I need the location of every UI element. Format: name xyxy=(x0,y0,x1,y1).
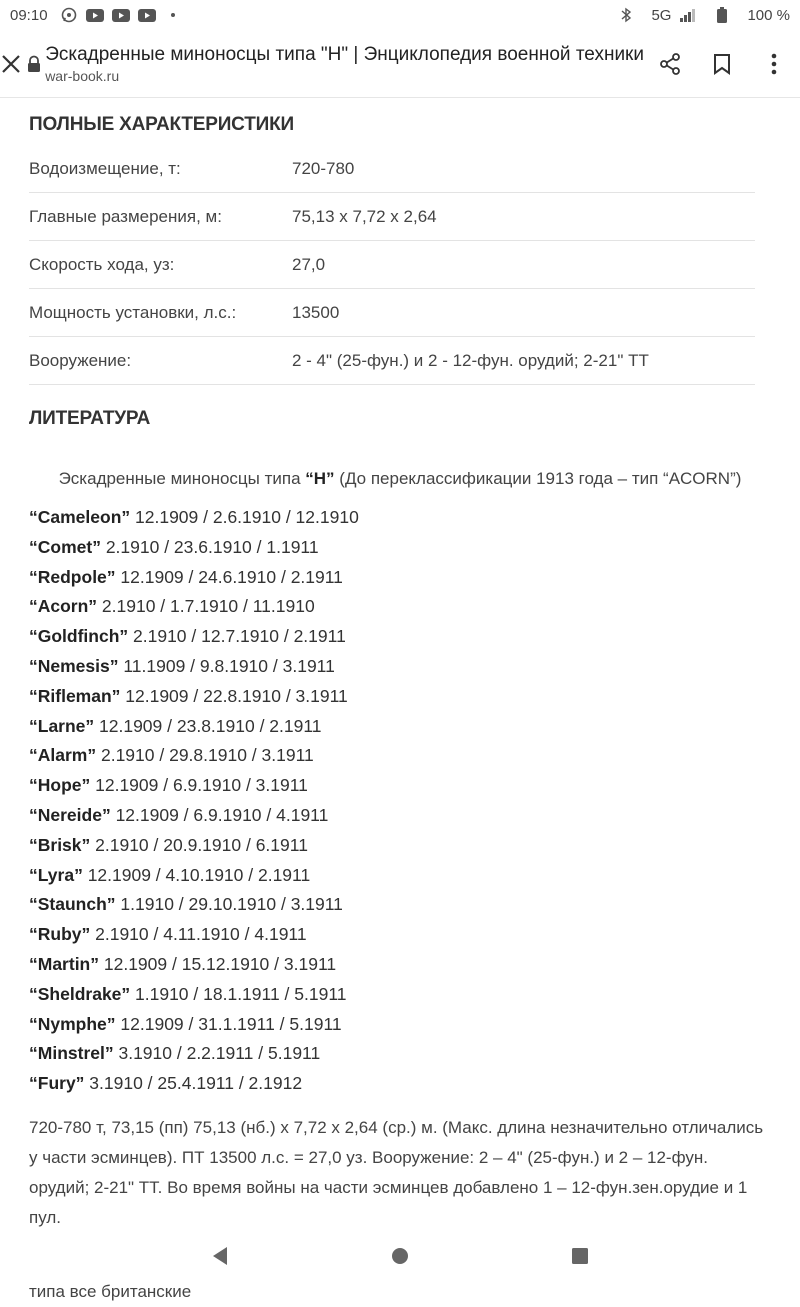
system-nav-bar xyxy=(0,1232,800,1280)
back-button[interactable] xyxy=(205,1241,235,1271)
dot-icon xyxy=(164,8,182,22)
back-triangle-icon xyxy=(211,1246,229,1266)
network-label: 5G xyxy=(651,6,672,24)
ship-dates: 2.1910 / 1.7.1910 / 11.1910 xyxy=(97,596,315,617)
spec-key: Скорость хода, уз: xyxy=(29,254,175,274)
ship-dates: 12.1909 / 6.9.1910 / 3.1911 xyxy=(90,775,308,796)
custom-tab-toolbar xyxy=(0,30,800,98)
ship-class-caption xyxy=(29,469,771,489)
spec-value: 720-780 xyxy=(292,158,355,178)
share-icon xyxy=(659,53,681,75)
ship-name: “Cameleon” xyxy=(29,507,131,527)
lock-icon[interactable] xyxy=(23,30,46,97)
home-circle-icon xyxy=(391,1247,409,1265)
ship-dates: 2.1910 / 4.11.1910 / 4.1911 xyxy=(90,924,307,945)
ship-name: “Minstrel” xyxy=(29,1043,114,1064)
ship-name: “Larne” xyxy=(29,715,95,736)
youtube-icon xyxy=(138,8,156,22)
bookmark-icon xyxy=(713,53,731,75)
list-item xyxy=(29,592,771,622)
ship-name: “Nemesis” xyxy=(29,655,119,676)
caption-text: Эскадренные миноносцы типа xyxy=(58,469,306,488)
status-bar xyxy=(0,0,800,30)
table-row xyxy=(29,337,755,385)
youtube-icon xyxy=(112,8,130,22)
ship-dates: 3.1910 / 25.4.1911 / 2.1912 xyxy=(84,1073,303,1094)
close-icon xyxy=(1,54,21,74)
ship-dates: 12.1909 / 2.6.1910 / 12.1910 xyxy=(130,507,359,527)
ship-dates: 12.1909 / 15.12.1910 / 3.1911 xyxy=(99,953,337,974)
list-item xyxy=(29,1039,771,1069)
spec-key: Вооружение: xyxy=(29,350,132,370)
ship-name: “Comet” xyxy=(29,536,101,557)
bluetooth-icon xyxy=(617,8,635,22)
ship-dates: 12.1909 / 22.8.1910 / 3.1911 xyxy=(120,685,348,706)
list-item xyxy=(29,890,771,920)
ship-name: “Alarm” xyxy=(29,745,97,766)
ship-dates: 2.1910 / 23.6.1910 / 1.1911 xyxy=(100,536,319,557)
spec-key: Мощность установки, л.с.: xyxy=(29,302,237,322)
recents-button[interactable] xyxy=(565,1241,595,1271)
ship-name: “Martin” xyxy=(29,953,99,974)
close-button[interactable] xyxy=(0,30,23,97)
caption-note: (До переклассификации 1913 года – тип “ACORN”) xyxy=(334,469,742,488)
list-item xyxy=(29,920,771,950)
table-row xyxy=(29,145,755,193)
list-item xyxy=(29,831,771,861)
signal-icon xyxy=(679,8,697,22)
table-row xyxy=(29,193,755,241)
list-item xyxy=(29,503,771,533)
battery-level: 100 % xyxy=(747,6,790,24)
ship-name: “Acorn” xyxy=(29,596,98,617)
ship-list xyxy=(29,503,771,1099)
spec-value: 2 - 4" (25-фун.) и 2 - 12-фун. орудий; 2-21" ТТ xyxy=(292,350,649,370)
page-title: Эскадренные миноносцы типа "H" | Энциклопедия военной техники xyxy=(45,43,644,65)
bookmark-button[interactable] xyxy=(696,38,748,90)
ship-dates: 12.1909 / 4.10.1910 / 2.1911 xyxy=(82,864,311,885)
list-item xyxy=(29,950,771,980)
ship-name: “Fury” xyxy=(29,1073,85,1094)
spec-value: 13500 xyxy=(292,302,340,322)
ship-dates: 12.1909 / 23.8.1910 / 2.1911 xyxy=(94,715,322,736)
ship-name: “Nereide” xyxy=(29,804,111,825)
ship-dates: 1.1910 / 29.10.1910 / 3.1911 xyxy=(115,894,343,915)
list-item xyxy=(29,652,771,682)
specs-paragraph: 720-780 т, 73,15 (пп) 75,13 (нб.) х 7,72 х 2,64 (ср.) м. (Макс. длина незначительно отличались у части эсминцев). ПТ 13500 л.с. = 27,0 уз. Вооружение: 2 – 4" (25-фун.) и 2 – 12-фун. орудий; 2-21" ТТ. Во время войны на части эсминцев добавлено 1 – 12-фун.зен.орудие и 1 пул. xyxy=(29,1117,764,1227)
caption-type: “H” xyxy=(305,469,335,488)
list-item xyxy=(29,1010,771,1040)
ship-name: “Rifleman” xyxy=(29,685,121,706)
ship-dates: 11.1909 / 9.8.1910 / 3.1911 xyxy=(118,655,335,676)
list-item xyxy=(29,563,771,593)
specs-heading: ПОЛНЫЕ ХАРАКТЕРИСТИКИ xyxy=(29,114,294,135)
ship-dates: 2.1910 / 29.8.1910 / 3.1911 xyxy=(96,745,314,766)
whatsapp-icon xyxy=(60,8,78,22)
share-button[interactable] xyxy=(644,38,696,90)
list-item xyxy=(29,682,771,712)
ship-dates: 3.1910 / 2.2.1911 / 5.1911 xyxy=(113,1043,321,1064)
ship-name: “Nymphe” xyxy=(29,1013,116,1034)
table-row xyxy=(29,289,755,337)
table-row xyxy=(29,241,755,289)
ship-dates: 2.1910 / 12.7.1910 / 2.1911 xyxy=(128,626,346,647)
list-item xyxy=(29,801,771,831)
history-paragraph: типа все британские xyxy=(29,1281,192,1301)
ship-name: “Ruby” xyxy=(29,924,91,945)
ship-name: “Hope” xyxy=(29,775,91,796)
ship-dates: 12.1909 / 31.1.1911 / 5.1911 xyxy=(115,1013,342,1034)
ship-dates: 12.1909 / 24.6.1910 / 2.1911 xyxy=(115,566,343,587)
spec-value: 27,0 xyxy=(292,254,326,274)
list-item xyxy=(29,1069,771,1099)
ship-dates: 1.1910 / 18.1.1911 / 5.1911 xyxy=(130,983,347,1004)
specs-table xyxy=(29,145,755,385)
youtube-icon xyxy=(86,8,104,22)
page-url: war-book.ru xyxy=(45,67,120,84)
spec-key: Водоизмещение, т: xyxy=(29,158,181,178)
battery-icon xyxy=(713,8,731,22)
list-item xyxy=(29,861,771,891)
list-item xyxy=(29,980,771,1010)
ship-name: “Goldfinch” xyxy=(29,626,129,647)
home-button[interactable] xyxy=(385,1241,415,1271)
literature-heading: ЛИТЕРАТУРА xyxy=(29,408,151,429)
ship-name: “Lyra” xyxy=(29,864,83,885)
ship-dates: 12.1909 / 6.9.1910 / 4.1911 xyxy=(110,804,329,825)
recents-square-icon xyxy=(571,1247,589,1265)
ship-name: “Redpole” xyxy=(29,566,116,587)
spec-value: 75,13 x 7,72 x 2,64 xyxy=(292,206,437,226)
list-item xyxy=(29,741,771,771)
ship-name: “Sheldrake” xyxy=(29,983,131,1004)
ship-name: “Staunch” xyxy=(29,894,116,915)
status-time: 09:10 xyxy=(10,6,48,24)
list-item xyxy=(29,533,771,563)
list-item xyxy=(29,622,771,652)
more-options-button[interactable] xyxy=(748,38,800,90)
page-content[interactable] xyxy=(0,99,800,1301)
list-item xyxy=(29,712,771,742)
more-vert-icon xyxy=(771,53,777,75)
list-item xyxy=(29,771,771,801)
page-title-block[interactable] xyxy=(45,44,644,84)
ship-name: “Brisk” xyxy=(29,834,91,855)
spec-key: Главные размерения, м: xyxy=(29,206,222,226)
ship-dates: 2.1910 / 20.9.1910 / 6.1911 xyxy=(90,834,308,855)
